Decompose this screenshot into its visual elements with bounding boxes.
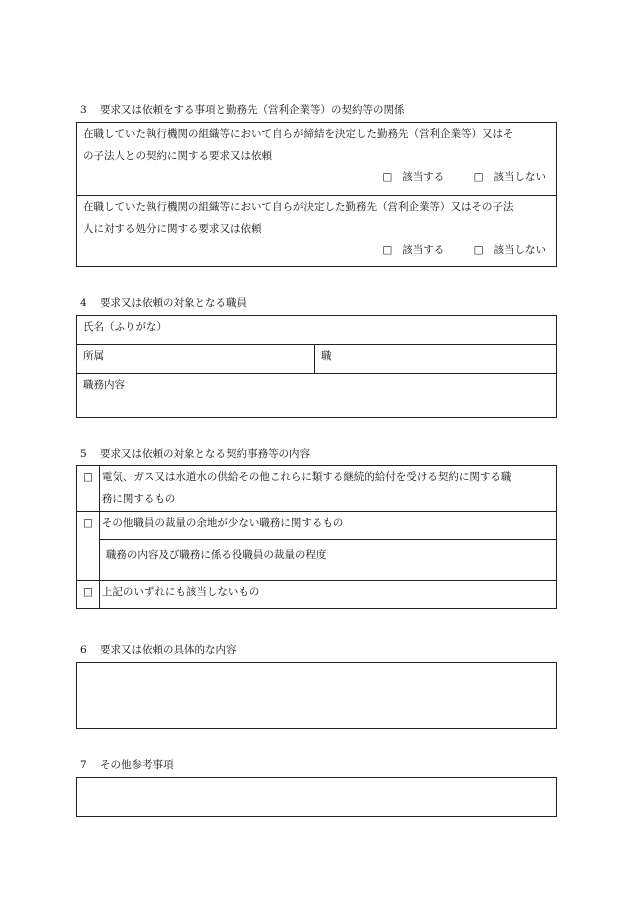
option-utility (99, 466, 556, 512)
position-label: 職 (321, 350, 332, 362)
discretion-detail-label: 職務の内容及び職務に係る役職員の裁量の程度 (105, 549, 327, 561)
section-3-title-text: 要求又は依頼をする事項と勤務先（営利企業等）の契約等の関係 (100, 104, 405, 116)
affiliation-field[interactable] (77, 345, 315, 374)
section-4-title (80, 295, 247, 310)
duties-label: 職務内容 (83, 379, 125, 391)
disposition-row (77, 196, 557, 267)
section-5-number: 5 (80, 448, 87, 460)
section-3-title (80, 102, 405, 117)
contract-yes-label: 該当する (402, 171, 445, 183)
option-none (99, 581, 556, 609)
affiliation-label: 所属 (83, 350, 104, 362)
checkbox-icon[interactable]: □ (473, 171, 484, 183)
option-utility-text-2: 務に関するもの (101, 493, 176, 505)
name-field[interactable] (77, 316, 557, 345)
section-7-title-text: その他参考事項 (100, 759, 174, 771)
section-7-title (80, 757, 174, 772)
reference-field[interactable] (76, 777, 557, 817)
disposition-no-label: 該当しない (493, 244, 546, 256)
checkbox-icon[interactable]: □ (382, 171, 393, 183)
section-6-title (80, 642, 237, 657)
section-3-table (76, 122, 557, 267)
section-6-number: 6 (80, 644, 87, 656)
discretion-detail-field[interactable] (99, 540, 556, 581)
disposition-row-text-1: 在職していた執行機関の組織等において自らが決定した勤務先（営利企業等）又はその子法 (83, 201, 514, 213)
contract-row-text-2: の子法人との契約に関する要求又は依頼 (83, 150, 272, 162)
indent-spacer (77, 540, 100, 581)
option-utility-checkbox-cell[interactable] (77, 466, 100, 512)
duties-field[interactable] (77, 374, 557, 418)
disposition-choices (83, 240, 550, 260)
position-field[interactable] (315, 345, 557, 374)
disposition-yes-label: 該当する (402, 244, 445, 256)
option-low-discretion-checkbox-cell[interactable] (77, 512, 100, 540)
checkbox-icon[interactable]: □ (382, 244, 393, 256)
checkbox-icon[interactable]: □ (83, 586, 93, 598)
section-4-table (76, 315, 557, 418)
contract-choices (83, 167, 550, 187)
section-5-title (80, 446, 310, 461)
contract-row-text-1: 在職していた執行機関の組織等において自らが締結を決定した勤務先（営利企業等）又はそ (83, 128, 514, 140)
disposition-no-option[interactable] (474, 240, 546, 260)
checkbox-icon[interactable]: □ (83, 517, 93, 529)
section-7-number: 7 (80, 759, 87, 771)
checkbox-icon[interactable]: □ (83, 471, 93, 483)
specific-content-field[interactable] (76, 662, 557, 729)
option-none-checkbox-cell[interactable] (77, 581, 100, 609)
option-none-text: 上記のいずれにも該当しないもの (101, 586, 260, 598)
contract-no-label: 該当しない (493, 171, 546, 183)
option-utility-text-1: 電気、ガス又は水道水の供給その他これらに類する継続的給付を受ける契約に関する職 (101, 471, 512, 483)
option-low-discretion (99, 512, 556, 540)
section-5-table (76, 465, 557, 609)
section-5-title-text: 要求又は依頼の対象となる契約事務等の内容 (100, 448, 310, 460)
contract-no-option[interactable] (474, 167, 546, 187)
section-6-title-text: 要求又は依頼の具体的な内容 (100, 644, 237, 656)
name-label: 氏名（ふりがな） (83, 321, 167, 333)
option-low-discretion-text: その他職員の裁量の余地が少ない職務に関するもの (101, 517, 344, 529)
section-4-title-text: 要求又は依頼の対象となる職員 (100, 297, 247, 309)
disposition-row-text-2: 人に対する処分に関する要求又は依頼 (83, 223, 262, 235)
contract-yes-option[interactable] (382, 167, 444, 187)
section-4-number: 4 (80, 297, 87, 309)
contract-row (77, 123, 557, 196)
disposition-yes-option[interactable] (382, 240, 444, 260)
checkbox-icon[interactable]: □ (473, 244, 484, 256)
section-3-number: 3 (80, 104, 87, 116)
